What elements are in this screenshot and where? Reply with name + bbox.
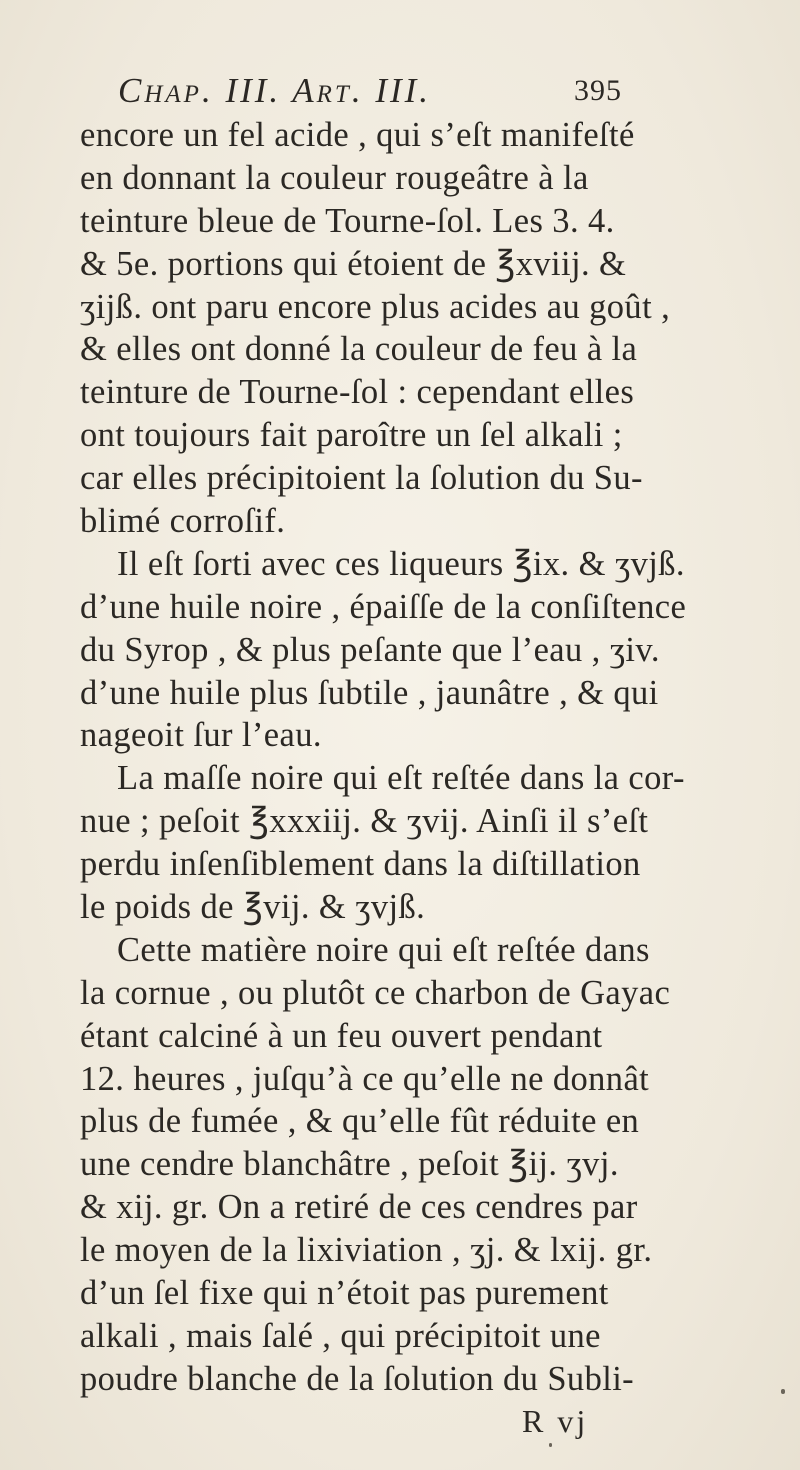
text-line: ʒijß. ont paru encore plus acides au goût ,	[80, 287, 671, 326]
paper-fleck	[781, 1389, 785, 1394]
text-line: nue ; peſoit ℥xxxiij. & ʒvij. Ainſi il s’eſt	[80, 802, 649, 841]
text-line: nageoit ſur l’eau.	[80, 716, 322, 755]
text-line: le poids de ℥vij. & ʒvjß.	[80, 888, 426, 927]
text-line: d’une huile noire , épaiſſe de la conſiſtence	[80, 587, 687, 626]
text-line: étant calciné à un feu ouvert pendant	[80, 1016, 603, 1055]
signature-mark: R vj	[522, 1402, 589, 1439]
text-line: d’un ſel fixe qui n’étoit pas purement	[80, 1274, 609, 1313]
page-number: 395	[574, 74, 622, 107]
text-line: le moyen de la lixiviation , ʒj. & lxij. gr.	[80, 1231, 653, 1270]
paragraph-start-line: La maſſe noire qui eſt reſtée dans la cor-	[117, 759, 685, 798]
text-line: une cendre blanchâtre , peſoit ℥ij. ʒvj.	[80, 1145, 619, 1184]
paragraph-start-line: Il eſt ſorti avec ces liqueurs ℥ix. & ʒvjß.	[117, 544, 685, 583]
text-line: & elles ont donné la couleur de feu à la	[80, 330, 638, 369]
text-line: plus de fumée , & qu’elle fût réduite en	[80, 1102, 640, 1141]
text-line: perdu inſenſiblement dans la diſtillation	[80, 845, 641, 884]
text-line: car elles précipitoient la ſolution du Su-	[80, 459, 643, 498]
text-line: 12. heures , juſqu’à ce qu’elle ne donnât	[80, 1059, 650, 1098]
text-line: la cornue , ou plutôt ce charbon de Gayac	[80, 973, 671, 1012]
page-text	[80, 68, 770, 1441]
text-line: du Syrop , & plus peſante que l’eau , ʒiv.	[80, 630, 660, 669]
text-line: encore un fel acide , qui s’eſt manifeſté	[80, 116, 635, 154]
text-line: teinture de Tourne-ſol : cependant elles	[80, 373, 635, 412]
text-line: alkali , mais ſalé , qui précipitoit une	[80, 1316, 601, 1355]
text-line: d’une huile plus ſubtile , jaunâtre , & qui	[80, 673, 659, 712]
text-line: en donnant la couleur rougeâtre à la	[80, 158, 589, 197]
running-head	[80, 68, 770, 114]
running-head-title: Chap. III. Art. III.	[118, 71, 432, 110]
paper-fleck	[549, 1443, 552, 1447]
text-line: ont toujours fait paroître un ſel alkali ;	[80, 416, 623, 455]
text-line: & xij. gr. On a retiré de ces cendres par	[80, 1188, 638, 1227]
text-line: & 5e. portions qui étoient de ℥xviij. &	[80, 244, 627, 283]
text-line: teinture bleue de Tourne-ſol. Les 3. 4.	[80, 201, 615, 240]
text-line: poudre blanche de la ſolution du Subli-	[80, 1359, 635, 1398]
paragraph-start-line: Cette matière noire qui eſt reſtée dans	[117, 930, 650, 969]
text-line: blimé corroſif.	[80, 502, 286, 541]
